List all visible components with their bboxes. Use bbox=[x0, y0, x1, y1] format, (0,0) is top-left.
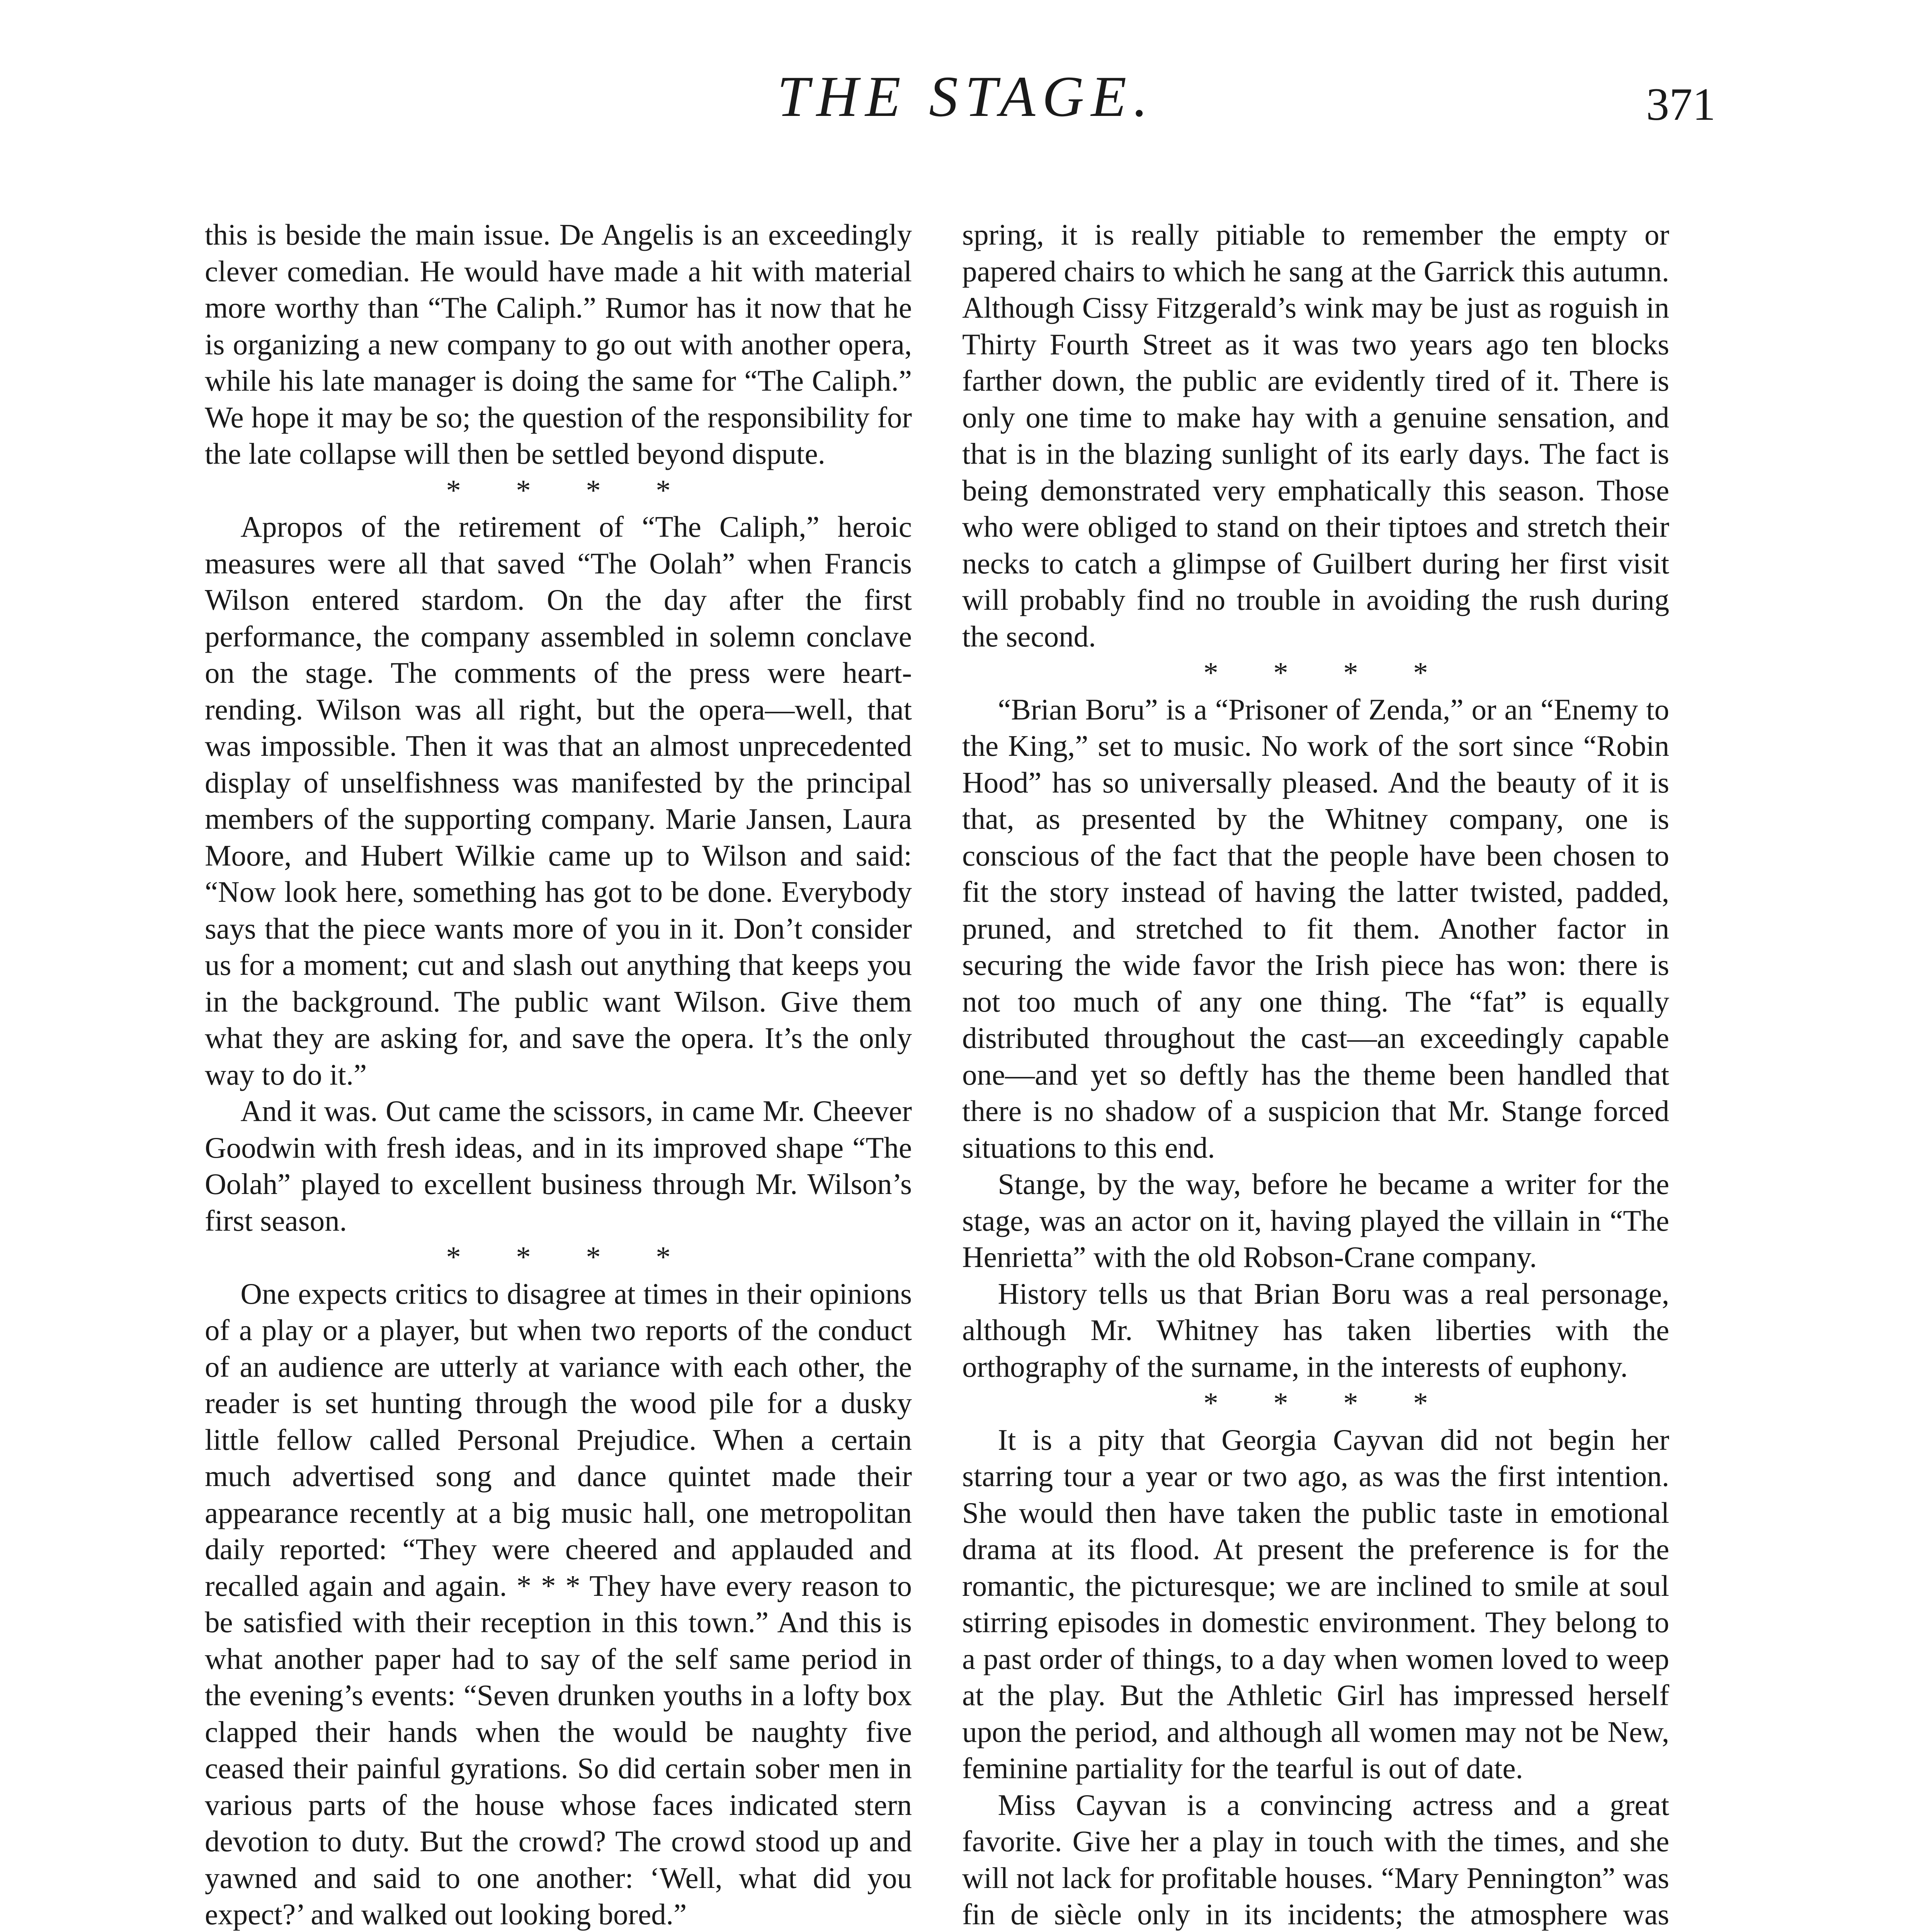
paragraph: “Brian Boru” is a “Prisoner of Zenda,” or an “Enemy to the King,” set to music. No work of the sort since “Robin Hood” has so universally pleased. And the beauty of it is that, as presented by the Whitney company, one is conscious of the fact that the people have been chosen to fit the story instead of having the latter twisted, padded, pruned, and stretched to fit them. Another factor in securing the wide favor the Irish piece has won: there is not too much of any one thing. The “fat” is equally distributed throughout the cast—an exceedingly capable one—and yet so deftly has the theme been handled that there is no shadow of a suspicion that Mr. Stange forced situations to this end. bbox=[962, 692, 1669, 1164]
paragraph: Apropos of the retirement of “The Caliph,” heroic measures were all that saved “The Oolah” when Francis Wilson entered stardom. On the day after the first performance, the company assembled in solemn conclave on the stage. The comments of the press were heart-rending. Wilson was all right, but the opera—well, that was impossible. Then it was that an almost unprecedented display of unselfishness was manifested by the principal members of the supporting company. Marie Jansen, Laura Moore, and Hubert Wilkie came up to Wilson and said: “Now look here, something has got to be done. Everybody says that the piece wants more of you in it. Don’t consider us for a moment; cut and slash out anything that keeps you in the background. The public want Wilson. Give them what they are asking for, and save the opera. It’s the only way to do it.” bbox=[205, 510, 912, 1091]
paragraph: And it was. Out came the scissors, in came Mr. Cheever Goodwin with fresh ideas, and in its improved shape “The Oolah” played to excellent business through Mr. Wilson’s first season. bbox=[205, 1094, 912, 1237]
paragraph: One expects critics to disagree at times in their opinions of a play or a player, but when two reports of the conduct of an audience are utterly at variance with each other, the reader is set hunting through the wood pile for a dusky little fellow called Personal Prejudice. When a certain much advertised song and dance quintet made their appearance recently at a big music hall, one metropolitan daily reported: “They were cheered and applauded and recalled again and again. * * * They have every reason to be satisfied with their reception in this town.” And this is what another paper had to say of the self same period in the evening’s events: “Seven drunken youths in a lofty box clapped their hands when the would be naughty five ceased their painful gyrations. So did certain sober men in various parts of the house whose faces indicated stern devotion to duty. But the crowd? The crowd stood up and yawned and said to one another: ‘Well, what did you expect?’ and walked out looking bored.” bbox=[205, 1277, 912, 1931]
section-separator: * * * * bbox=[446, 473, 671, 507]
paragraph: Miss Cayvan is a convincing actress and a great favorite. Give her a play in touch with the times, and she will not lack for profitable houses. “Mary Pennington” was fin de siècle only in its incidents; the atmosphere was bbox=[962, 1788, 1669, 1931]
paragraph: It is a pity that Georgia Cayvan did not begin her starring tour a year or two ago, as was the first intention. She would then have taken the public taste in emotional drama at its flood. At present the preference is for the romantic, the picturesque; we are inclined to smile at soul stirring episodes in domestic environment. They belong to a past order of things, to a day when women loved to weep at the play. But the Athletic Girl has impressed herself upon the period, and although all women may not be New, feminine partiality for the tearful is out of date. bbox=[962, 1423, 1669, 1785]
paragraph: Stange, by the way, before he became a writer for the stage, was an actor on it, having played the villain in “The Henrietta” with the old Robson-Crane company. bbox=[962, 1167, 1669, 1274]
right-column bbox=[962, 216, 1669, 1932]
paragraph: spring, it is really pitiable to remember the empty or papered chairs to which he sang at the Garrick this autumn. Although Cissy Fitzgerald’s wink may be just as roguish in Thirty Fourth Street as it was two years ago ten blocks farther down, the public are evidently tired of it. There is only one time to make hay with a genuine sensation, and that is in the blazing sunlight of its early days. The fact is being demonstrated very emphatically this season. Those who were obliged to stand on their tiptoes and stretch their necks to catch a glimpse of Guilbert during her first visit will probably find no trouble in avoiding the rush during the second. bbox=[962, 218, 1669, 653]
section-separator: * * * * bbox=[446, 1240, 671, 1274]
section-separator: * * * * bbox=[1203, 656, 1428, 689]
paragraph: this is beside the main issue. De Angelis is an exceedingly clever comedian. He would have made a hit with material more worthy than “The Caliph.” Rumor has it now that he is organizing a new company to go out with another opera, while his late manager is doing the same for “The Caliph.” We hope it may be so; the question of the responsibility for the late collapse will then be settled beyond dispute. bbox=[205, 218, 912, 470]
page-number: 371 bbox=[1646, 78, 1716, 130]
running-head bbox=[0, 58, 1932, 143]
left-column bbox=[205, 216, 912, 1932]
paragraph: History tells us that Brian Boru was a real personage, although Mr. Whitney has taken liberties with the orthography of the surname, in the interests of euphony. bbox=[962, 1277, 1669, 1383]
page-title: THE STAGE. bbox=[777, 65, 1155, 129]
section-separator: * * * * bbox=[1203, 1386, 1428, 1420]
